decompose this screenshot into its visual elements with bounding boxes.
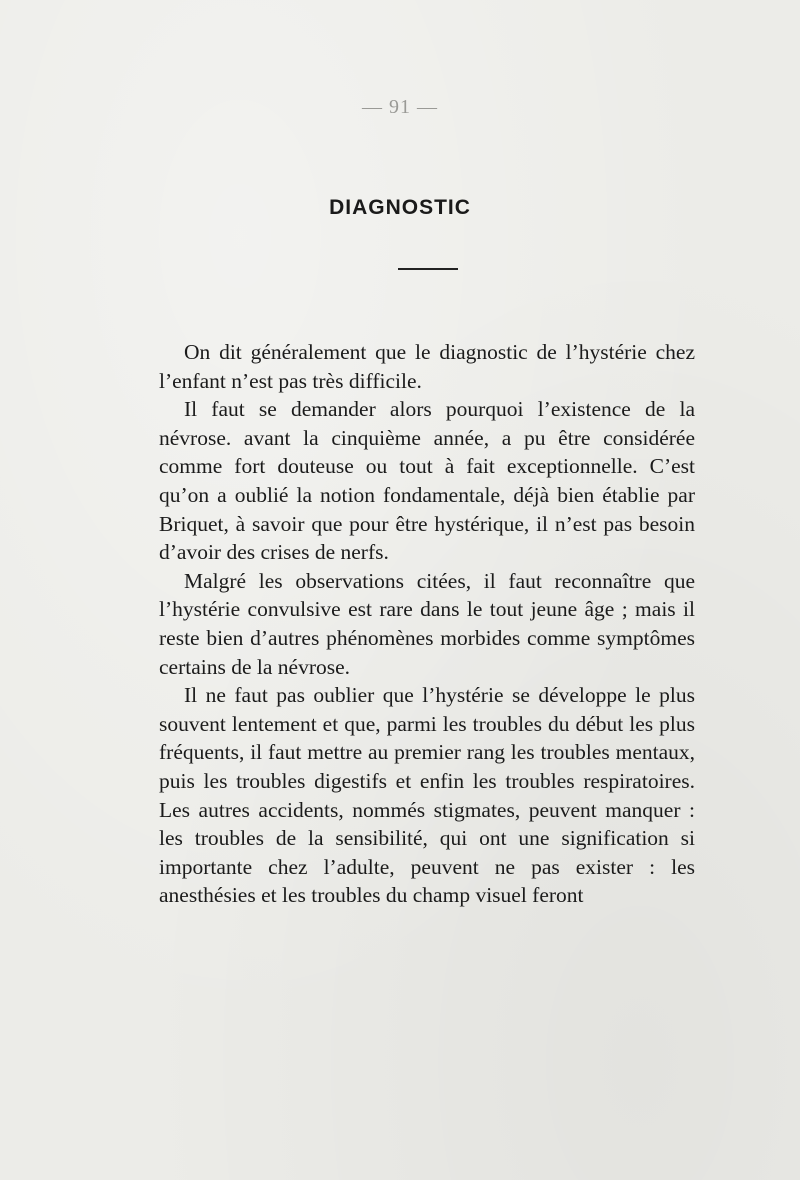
heading-rule xyxy=(398,268,458,270)
section-heading: DIAGNOSTIC xyxy=(329,196,471,219)
paragraph: On dit généralement que le diagnostic de l’hystérie chez l’enfant n’est pas très difficile. xyxy=(159,340,695,393)
paragraph: Il ne faut pas oublier que l’hystérie se développe le plus souvent lentement et que, parmi les troubles du début les plus fréquents, il faut mettre au premier rang les troubles mentaux, puis les troubles digestifs et enfin les troubles respiratoires. Les autres accidents, nommés stigmates, peuvent manquer : les troubles de la sensibilité, qui ont une signification si importante chez l’adulte, peuvent ne pas exister : les anesthésies et les troubles du champ visuel feront xyxy=(159,683,695,908)
page-number: — 91 — xyxy=(362,96,438,118)
paragraph: Il faut se demander alors pourquoi l’existence de la névrose. avant la cinquième année, a pu être considérée comme fort douteuse ou tout à fait exceptionnelle. C’est qu’on a oublié la notion fondamentale, déjà bien établie par Briquet, à savoir que pour être hystérique, il n’est pas besoin d’avoir des crises de nerfs. xyxy=(159,397,695,565)
body-text xyxy=(159,338,695,910)
paragraph: Malgré les observations citées, il faut reconnaître que l’hystérie convulsive est rare dans le tout jeune âge ; mais il reste bien d’autres phénomènes morbides comme symptômes certains de la névrose. xyxy=(159,568,695,679)
